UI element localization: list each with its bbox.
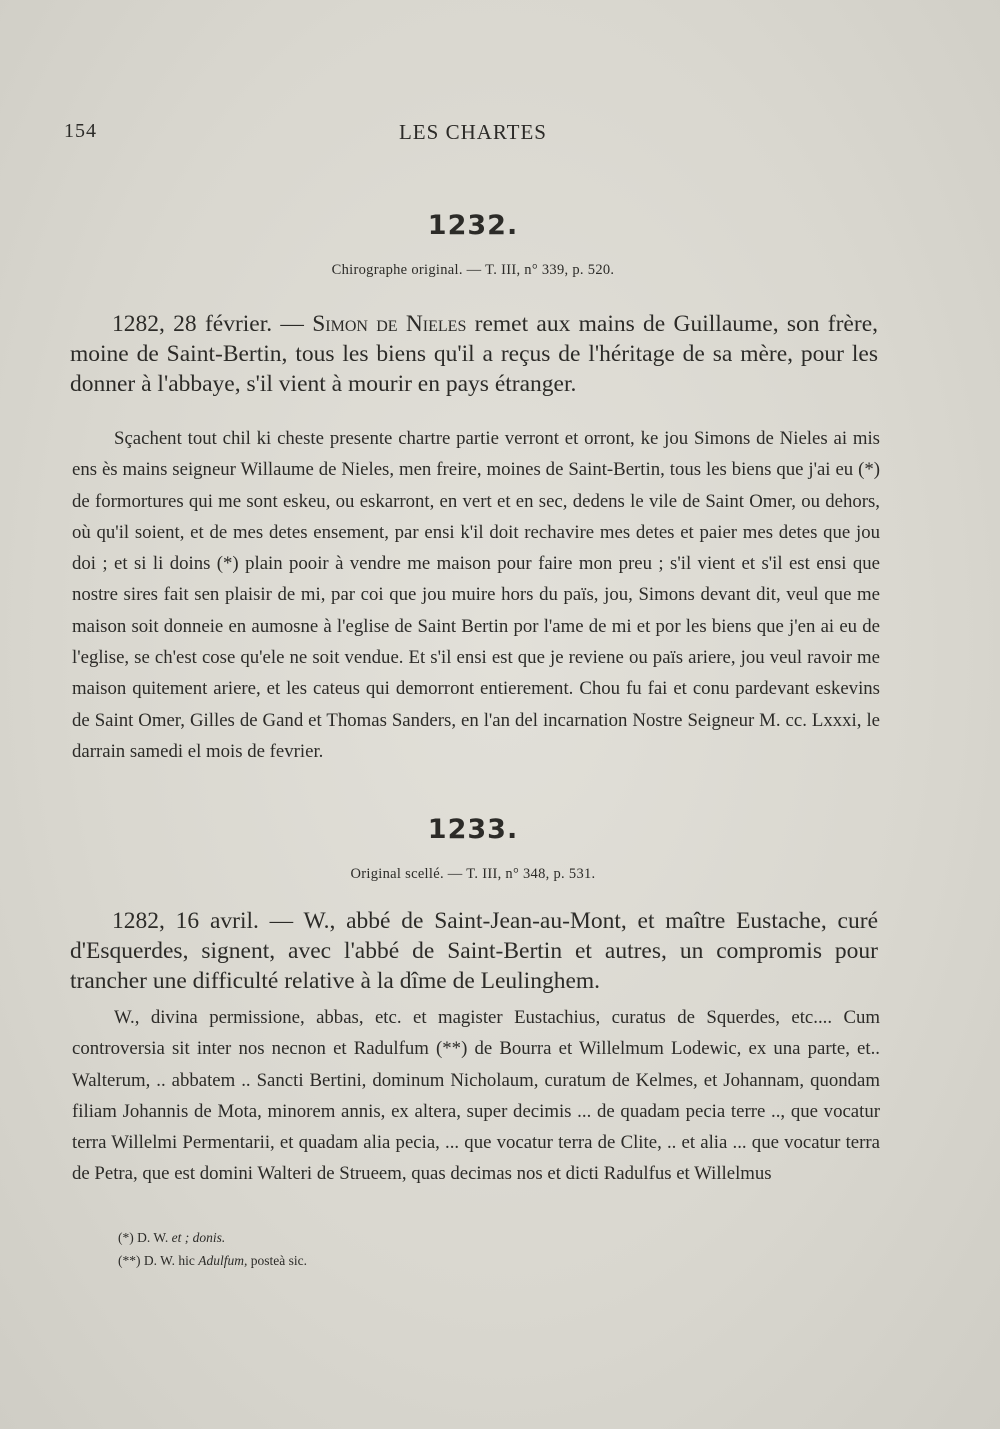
footnote-text: et ; donis. xyxy=(171,1230,226,1245)
charter-text: Sçachent tout chil ki cheste presente chartre partie verront et orront, ke jou Simons de Nieles ai mis ens ès mains seigneur Willaume de Nieles, men freire, moines de Saint-Bertin, tous les biens que j'ai eu (*) de formortures qui me sont eskeu, ou eskarront, en vert et en sec, dedens le vile de Saint Omer, ou dehors, où qu'il soient, et de mes detes ensement, par ensi k'il doit rechavire mes detes et paier mes detes que jou doi ; et si li doins (*) plain pooir à vendre me maison pour faire mon preu ; s'il vient et s'il est ensi que nostre sires fait sen plaisir de mi, par coi que jou muire hors du païs, jou, Simons devant dit, veul que me maison soit donneie en aumosne à l'eglise de Saint Bertin por l'ame de mi et por les biens que j'en ai eu de l'eglise, se ch'est cose qu'ele ne soit vendue. Et s'il ensi est que je reviene ou païs ariere, jou veul ravoir me maison quitement ariere, et les cateus qui demorront entierement. Chou fu fai et conu pardevant eskevins de Saint Omer, Gilles de Gand et Thomas Sanders, en l'an del incarnation Nostre Seigneur M. cc. Lxxxi, le darrain samedi el mois de fevrier. xyxy=(72,428,880,762)
footnote xyxy=(118,1249,307,1272)
charter-number: 1233. xyxy=(427,814,519,845)
footnotes xyxy=(118,1226,307,1272)
summary-name: Simon de Nieles xyxy=(312,311,467,337)
summary-text: W., abbé de Saint-Jean-au-Mont, et maître Eustache, curé d'Esquerdes, signent, avec l'abbé de Saint-Bertin et autres, un compromis pour trancher une difficulté relative à la dîme de Leulinghem. xyxy=(70,908,878,994)
charter-source: Original scellé. — T. III, n° 348, p. 531. xyxy=(350,866,596,882)
charter-number: 1232. xyxy=(427,210,519,241)
running-head xyxy=(0,120,1000,150)
footnote xyxy=(118,1226,307,1249)
footnote-mark: (**) D. W. hic xyxy=(118,1253,195,1268)
footnote-italic: Adulfum, xyxy=(198,1253,248,1268)
summary-date: 1282, 16 avril. — xyxy=(112,908,294,934)
summary-text: remet aux mains de Guillaume, son frère, moine de Saint-Bertin, tous les biens qu'il a reçus de l'héritage de sa mère, pour les donner à l'abbaye, s'il vient à mourir en pays étranger. xyxy=(70,311,878,397)
summary-date: 1282, 28 février. — xyxy=(112,311,304,337)
charter-summary xyxy=(70,906,878,996)
charter-source: Chirographe original. — T. III, n° 339, p. 520. xyxy=(331,262,615,278)
footnote-text: posteà sic. xyxy=(250,1253,307,1268)
footnote-mark: (*) D. W. xyxy=(118,1230,169,1245)
charter-summary xyxy=(70,309,878,399)
running-title: LES CHARTES xyxy=(398,120,547,144)
page-number: 154 xyxy=(64,120,97,142)
charter-text: W., divina permissione, abbas, etc. et magister Eustachius, curatus de Squerdes, etc.... Cum controversia sit inter nos necnon et Radulfum (**) de Bourra et Willelmum Lodewic, ex una parte, et.. Walterum, .. abbatem .. Sancti Bertini, dominum Nicholaum, curatum de Kelmes, et Johannam, quondam filiam Johannis de Mota, minorem annis, ex altera, super decimis ... de quadam pecia terre .., que vocatur terra Willelmi Permentarii, et quadam alia pecia, ... que vocatur terra de Clite, .. et alia ... que vocatur terra de Petra, que est domini Walteri de Strueem, quas decimas nos et dicti Radulfus et Willelmus xyxy=(72,1007,880,1185)
